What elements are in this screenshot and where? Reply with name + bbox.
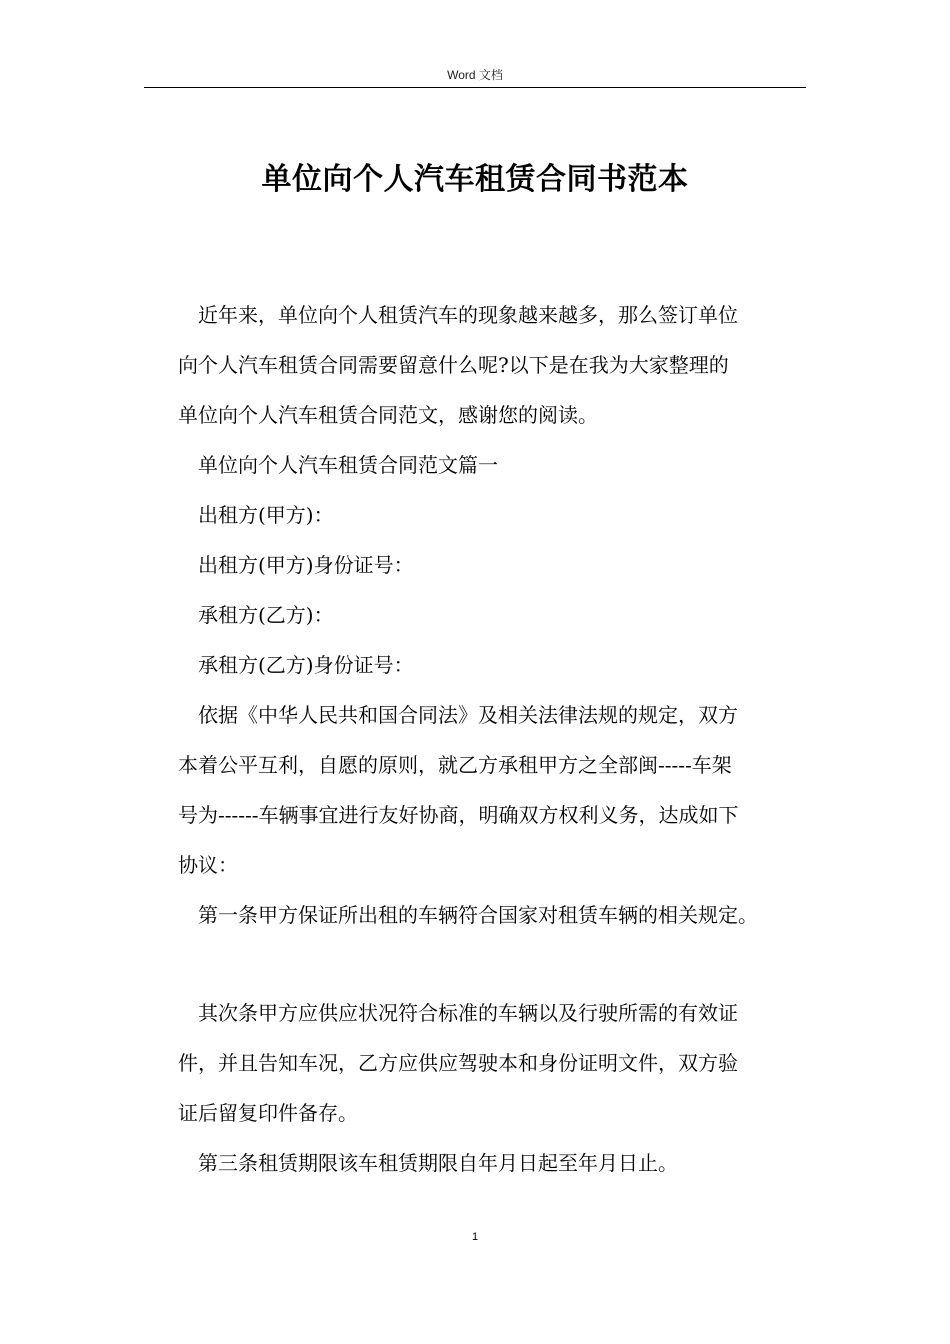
text-line: 单位向个人汽车租赁合同范文，感谢您的阅读。 xyxy=(178,403,598,427)
paragraph-gap xyxy=(178,940,818,988)
lessor-field xyxy=(178,490,818,540)
lessee-field xyxy=(178,590,818,640)
text-line: 其次条甲方应供应状况符合标准的车辆以及行驶所需的有效证 xyxy=(198,1001,738,1025)
section-heading xyxy=(178,440,818,490)
lessee-id-field xyxy=(178,640,818,690)
text-line: 向个人汽车租赁合同需要留意什么呢?以下是在我为大家整理的 xyxy=(178,353,729,377)
text-line: 第一条甲方保证所出租的车辆符合国家对租赁车辆的相关规定。 xyxy=(198,903,758,927)
text-line: 协议： xyxy=(178,853,238,877)
article-two xyxy=(178,988,818,1138)
text-line: 承租方(乙方)身份证号： xyxy=(198,653,414,677)
text-line: 第三条租赁期限该车租赁期限自年月日起至年月日止。 xyxy=(198,1151,678,1175)
intro-paragraph xyxy=(178,290,818,440)
text-line: 依据《中华人民共和国合同法》及相关法律法规的规定，双方 xyxy=(198,703,738,727)
header-divider xyxy=(144,87,806,88)
text-line: 单位向个人汽车租赁合同范文篇一 xyxy=(198,453,498,477)
text-line: 本着公平互利，自愿的原则，就乙方承租甲方之全部闽-----车架 xyxy=(178,753,732,777)
text-line: 件，并且告知车况，乙方应供应驾驶本和身份证明文件，双方验 xyxy=(178,1051,738,1075)
document-title: 单位向个人汽车租赁合同书范本 xyxy=(261,162,689,197)
basis-paragraph xyxy=(178,690,818,890)
lessor-id-field xyxy=(178,540,818,590)
text-line: 号为------车辆事宜进行友好协商，明确双方权利义务，达成如下 xyxy=(178,803,739,827)
text-line: 承租方(乙方)： xyxy=(198,603,334,627)
article-three xyxy=(178,1138,818,1188)
text-line: 近年来，单位向个人租赁汽车的现象越来越多，那么签订单位 xyxy=(198,303,738,327)
document-body xyxy=(178,290,818,1188)
page-number: 1 xyxy=(471,1231,479,1243)
text-line: 出租方(甲方)身份证号： xyxy=(198,553,414,577)
page-header: Word 文档 xyxy=(447,68,503,82)
article-one xyxy=(178,890,818,940)
text-line: 证后留复印件备存。 xyxy=(178,1101,358,1125)
text-line: 出租方(甲方)： xyxy=(198,503,334,527)
